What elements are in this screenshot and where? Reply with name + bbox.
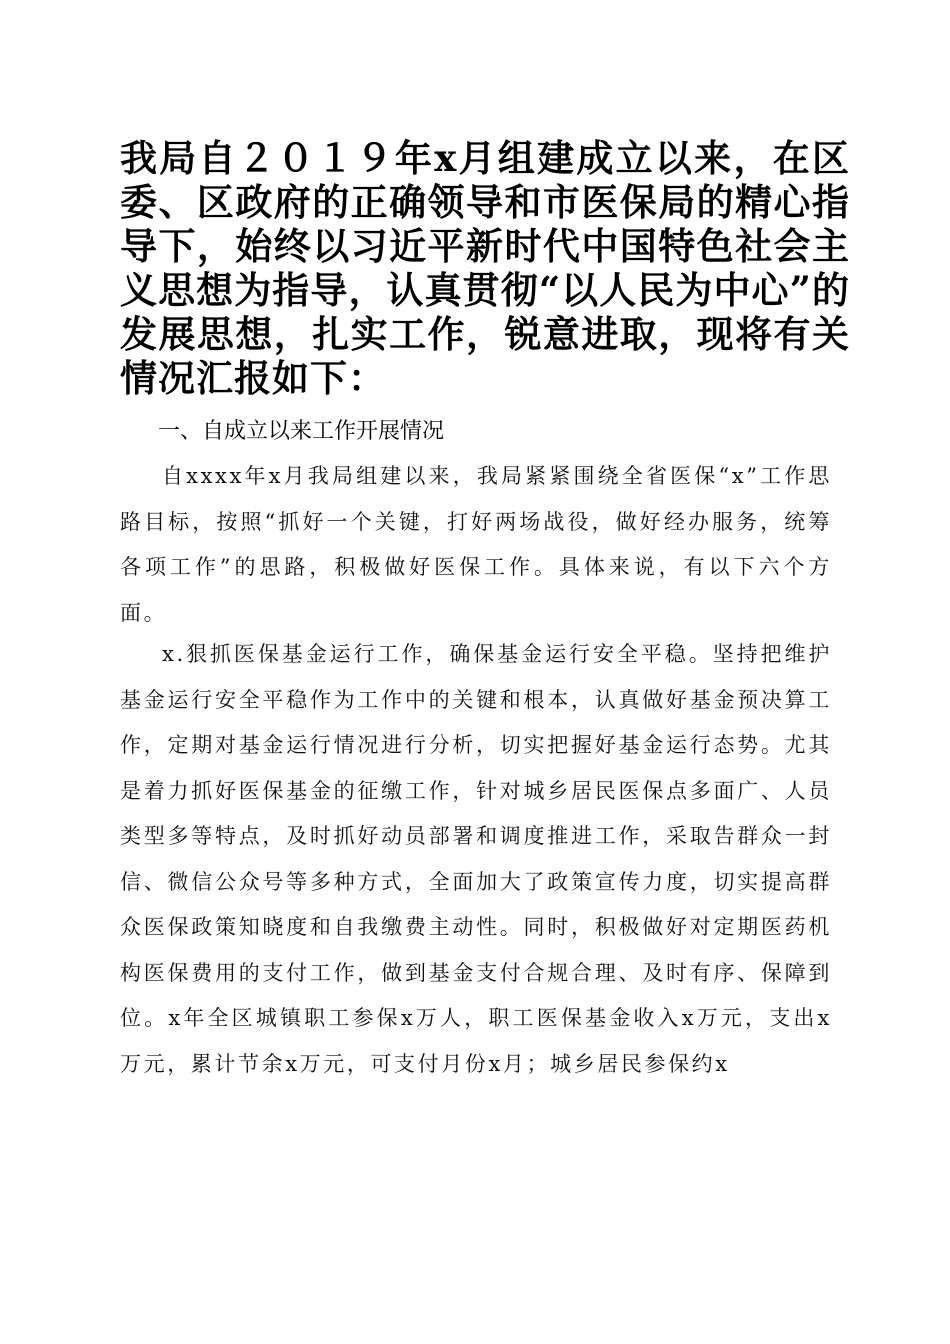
body-paragraph-1: 自xxxx年x月我局组建以来，我局紧紧围绕全省医保“x”工作思路目标，按照“抓好一个关键，打好两场战役，做好经办服务，统筹各项工作”的思路，积极做好医保工作。具体来说，有以下六个方面。 <box>120 464 832 625</box>
intro-paragraph: 我局自２０１９年x月组建成立以来，在区委、区政府的正确领导和市医保局的精心指导下，始终以习近平新时代中国特色社会主义思想为指导，认真贯彻“以人民为中心”的发展思想，扎实工作，锐意进取，现将有关情况汇报如下： <box>120 136 850 400</box>
body-paragraph-2: x.狠抓医保基金运行工作，确保基金运行安全平稳。坚持把维护基金运行安全平稳作为工作中的关键和根本，认真做好基金预决算工作，定期对基金运行情况进行分析，切实把握好基金运行态势。尤其是着力抓好医保基金的征缴工作，针对城乡居民医保点多面广、人员类型多等特点，及时抓好动员部署和调度推进工作，采取告群众一封信、微信公众号等多种方式，全面加大了政策宣传力度，切实提高群众医保政策知晓度和自我缴费主动性。同时，积极做好对定期医药机构医保费用的支付工作，做到基金支付合规合理、及时有序、保障到位。x年全区城镇职工参保x万人，职工医保基金收入x万元，支出x万元，累计节余x万元，可支付月份x月；城乡居民参保约x <box>120 642 832 1076</box>
section-heading: 一、自成立以来工作开展情况 <box>158 419 445 444</box>
